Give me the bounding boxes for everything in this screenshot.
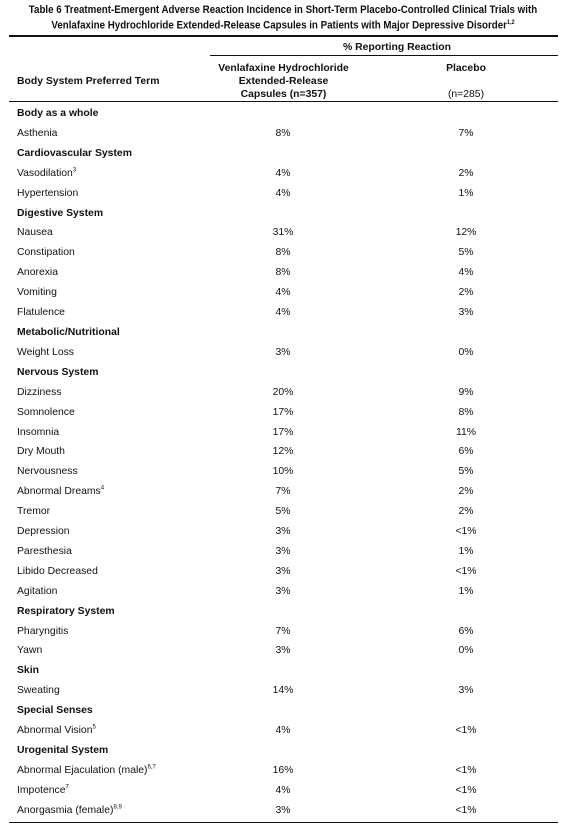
- term-text: Dizziness: [17, 386, 62, 398]
- venlafaxine-percent: 4%: [275, 187, 291, 199]
- venlafaxine-percent: 4%: [275, 725, 291, 737]
- body-system-heading: [0, 364, 566, 384]
- header-venlafaxine: [206, 62, 361, 101]
- preferred-term: [17, 128, 57, 139]
- footnote-ref: 5: [92, 724, 96, 731]
- placebo-percent: 2%: [458, 506, 474, 518]
- preferred-term: [17, 247, 75, 258]
- preferred-term: [17, 446, 65, 457]
- preferred-term: [17, 188, 78, 199]
- table-row: [0, 483, 566, 503]
- table-title-line-2: [23, 17, 544, 33]
- body-system-label: [17, 665, 39, 676]
- table-row: [0, 424, 566, 444]
- table-row: [0, 284, 566, 304]
- table-row: [0, 762, 566, 782]
- body-system-heading: [0, 662, 566, 682]
- placebo-percent: 1%: [458, 187, 474, 199]
- table-row: [0, 125, 566, 145]
- preferred-term: [17, 227, 53, 238]
- placebo-percent: <1%: [455, 804, 477, 816]
- preferred-term: [17, 486, 104, 497]
- placebo-percent: 5%: [458, 247, 474, 259]
- preferred-term: [17, 546, 72, 557]
- body-system-heading: [0, 105, 566, 125]
- top-rule: [9, 35, 558, 37]
- venlafaxine-percent: 8%: [275, 127, 291, 139]
- preferred-term: [17, 725, 96, 736]
- header-body-system: Body System Preferred Term: [17, 76, 160, 87]
- placebo-percent: 12%: [455, 227, 477, 239]
- spanner-rule: [210, 55, 558, 56]
- placebo-percent: 3%: [458, 685, 474, 697]
- placebo-percent: 4%: [458, 267, 474, 279]
- footnote-ref: 3: [72, 167, 77, 174]
- venlafaxine-percent: 7%: [275, 486, 291, 498]
- placebo-percent: 1%: [458, 545, 474, 557]
- table-title-line-2-text: Venlafaxine Hydrochloride Extended-Release Capsules in Patients with Major Depressive Disorder: [51, 19, 507, 32]
- preferred-term: [17, 387, 61, 398]
- placebo-percent: 11%: [455, 426, 477, 438]
- placebo-percent: 0%: [458, 346, 474, 358]
- placebo-percent: <1%: [455, 526, 477, 538]
- table-row: [0, 503, 566, 523]
- header-placebo-n: (n=285): [447, 89, 485, 100]
- body-system-label: [17, 148, 132, 159]
- preferred-term: [17, 347, 74, 358]
- placebo-percent: <1%: [455, 565, 477, 577]
- placebo-percent: 6%: [458, 625, 474, 637]
- body-system-label: [17, 606, 115, 617]
- venlafaxine-percent: 8%: [275, 247, 291, 259]
- term-text: Agitation: [17, 585, 58, 597]
- table-row: [0, 185, 566, 205]
- placebo-percent: 7%: [458, 127, 474, 139]
- venlafaxine-percent: 3%: [275, 585, 291, 597]
- preferred-term: [17, 267, 58, 278]
- term-text: Abnormal Ejaculation (male): [17, 764, 148, 776]
- body-system-heading: [0, 205, 566, 225]
- body-system-label: [17, 745, 108, 756]
- venlafaxine-percent: 3%: [275, 545, 291, 557]
- term-text: Abnormal Dreams: [17, 486, 101, 498]
- term-text: Insomnia: [17, 426, 60, 438]
- placebo-percent: 0%: [458, 645, 474, 657]
- term-text: Dry Mouth: [17, 446, 65, 458]
- term-text: Body as a whole: [17, 108, 99, 119]
- table-row: [0, 782, 566, 802]
- body-system-heading: [0, 702, 566, 722]
- table-row: [0, 682, 566, 702]
- term-text: Hypertension: [17, 187, 79, 199]
- preferred-term: [17, 287, 57, 298]
- venlafaxine-percent: 31%: [272, 227, 294, 239]
- table-row: [0, 802, 566, 822]
- venlafaxine-percent: 16%: [272, 764, 294, 776]
- table-row: [0, 543, 566, 563]
- term-text: Impotence: [17, 784, 66, 796]
- venlafaxine-percent: 8%: [275, 267, 291, 279]
- preferred-term: [17, 645, 42, 656]
- term-text: Urogenital System: [17, 745, 109, 756]
- body-system-heading: [0, 324, 566, 344]
- term-text: Sweating: [17, 685, 60, 697]
- placebo-percent: 2%: [458, 486, 474, 498]
- term-text: Constipation: [17, 247, 75, 259]
- venlafaxine-percent: 3%: [275, 645, 291, 657]
- header-placebo-line-1: Placebo: [446, 63, 486, 74]
- table-row: [0, 443, 566, 463]
- title-footnote-ref: 1,2: [506, 20, 515, 26]
- venlafaxine-percent: 7%: [275, 625, 291, 637]
- venlafaxine-percent: 4%: [275, 784, 291, 796]
- term-text: Libido Decreased: [17, 565, 98, 577]
- venlafaxine-percent: 3%: [275, 526, 291, 538]
- preferred-term: [17, 526, 70, 537]
- preferred-term: [17, 586, 57, 597]
- term-text: Somnolence: [17, 406, 75, 418]
- term-text: Asthenia: [17, 127, 58, 139]
- placebo-percent: <1%: [455, 725, 477, 737]
- body-system-heading: [0, 603, 566, 623]
- venlafaxine-percent: 12%: [272, 446, 294, 458]
- term-text: Depression: [17, 526, 70, 538]
- table-row: [0, 384, 566, 404]
- preferred-term: [17, 427, 59, 438]
- placebo-percent: 8%: [458, 406, 474, 418]
- preferred-term: [17, 785, 69, 796]
- term-text: Abnormal Vision: [17, 725, 93, 737]
- footnote-ref: 7: [65, 784, 69, 791]
- header-venlafaxine-line-3: Capsules (n=357): [240, 89, 327, 100]
- header-rule: [9, 101, 558, 102]
- table-row: [0, 463, 566, 483]
- term-text: Nervous System: [17, 366, 99, 378]
- header-venlafaxine-line-1: Venlafaxine Hydrochloride: [218, 63, 349, 74]
- preferred-term: [17, 765, 156, 776]
- preferred-term: [17, 805, 122, 816]
- term-text: Pharyngitis: [17, 625, 69, 637]
- venlafaxine-percent: 3%: [275, 346, 291, 358]
- term-text: Cardiovascular System: [17, 147, 132, 159]
- header-placebo: [426, 62, 506, 101]
- footnote-ref: 6,7: [147, 764, 156, 771]
- placebo-percent: 2%: [458, 287, 474, 299]
- table-row: [0, 523, 566, 543]
- term-text: Nausea: [17, 227, 53, 239]
- term-text: Metabolic/Nutritional: [17, 326, 120, 338]
- table-row: [0, 304, 566, 324]
- term-text: Nervousness: [17, 466, 78, 478]
- table-row: [0, 165, 566, 185]
- placebo-percent: 1%: [458, 585, 474, 597]
- table-row: [0, 264, 566, 284]
- table-row: [0, 224, 566, 244]
- venlafaxine-percent: 4%: [275, 167, 291, 179]
- body-system-label: [17, 705, 93, 716]
- term-text: Skin: [17, 665, 39, 677]
- venlafaxine-percent: 10%: [272, 466, 294, 478]
- preferred-term: [17, 566, 98, 577]
- body-system-heading: [0, 742, 566, 762]
- placebo-percent: <1%: [455, 784, 477, 796]
- placebo-percent: 2%: [458, 167, 474, 179]
- term-text: Tremor: [17, 506, 51, 518]
- venlafaxine-percent: 4%: [275, 307, 291, 319]
- body-system-heading: [0, 145, 566, 165]
- term-text: Weight Loss: [17, 346, 74, 358]
- term-text: Special Senses: [17, 705, 93, 717]
- placebo-percent: <1%: [455, 764, 477, 776]
- body-system-label: [17, 208, 103, 219]
- preferred-term: [17, 506, 50, 517]
- table-title-line-1: Table 6 Treatment-Emergent Adverse Reaction Incidence in Short-Term Placebo-Controlled Clinical Trials with: [28, 4, 538, 16]
- preferred-term: [17, 407, 75, 418]
- table-row: [0, 244, 566, 264]
- term-text: Respiratory System: [17, 605, 115, 617]
- table-row: [0, 623, 566, 643]
- venlafaxine-percent: 3%: [275, 565, 291, 577]
- placebo-percent: 3%: [458, 307, 474, 319]
- preferred-term: [17, 307, 65, 318]
- venlafaxine-percent: 20%: [272, 386, 294, 398]
- table-title: [23, 4, 544, 33]
- preferred-term: [17, 466, 78, 477]
- term-text: Yawn: [17, 645, 43, 657]
- venlafaxine-percent: 17%: [272, 406, 294, 418]
- term-text: Flatulence: [17, 307, 65, 319]
- placebo-percent: 6%: [458, 446, 474, 458]
- table-row: [0, 404, 566, 424]
- footnote-ref: 4: [100, 485, 105, 492]
- placebo-percent: 5%: [458, 466, 474, 478]
- term-text: Digestive System: [17, 207, 104, 219]
- bottom-rule: [9, 822, 558, 823]
- table-row: [0, 583, 566, 603]
- table-row: [0, 563, 566, 583]
- venlafaxine-percent: 17%: [272, 426, 294, 438]
- venlafaxine-percent: 5%: [275, 506, 291, 518]
- footnote-ref: 8,9: [113, 804, 122, 811]
- term-text: Vomiting: [17, 287, 57, 299]
- preferred-term: [17, 168, 76, 179]
- table-row: [0, 722, 566, 742]
- header-spanner: % Reporting Reaction: [343, 42, 451, 53]
- venlafaxine-percent: 4%: [275, 287, 291, 299]
- venlafaxine-percent: 3%: [275, 804, 291, 816]
- preferred-term: [17, 626, 68, 637]
- term-text: Vasodilation: [17, 167, 73, 179]
- venlafaxine-percent: 14%: [272, 685, 294, 697]
- term-text: Anorexia: [17, 267, 59, 279]
- body-system-label: [17, 367, 98, 378]
- term-text: Anorgasmia (female): [17, 804, 114, 816]
- placebo-percent: 9%: [458, 386, 474, 398]
- body-system-label: [17, 108, 98, 119]
- preferred-term: [17, 685, 60, 696]
- table-row: [0, 642, 566, 662]
- term-text: Paresthesia: [17, 545, 72, 557]
- table-row: [0, 344, 566, 364]
- body-system-label: [17, 327, 120, 338]
- table-body: [0, 105, 566, 822]
- header-venlafaxine-line-2: Extended-Release: [238, 76, 329, 87]
